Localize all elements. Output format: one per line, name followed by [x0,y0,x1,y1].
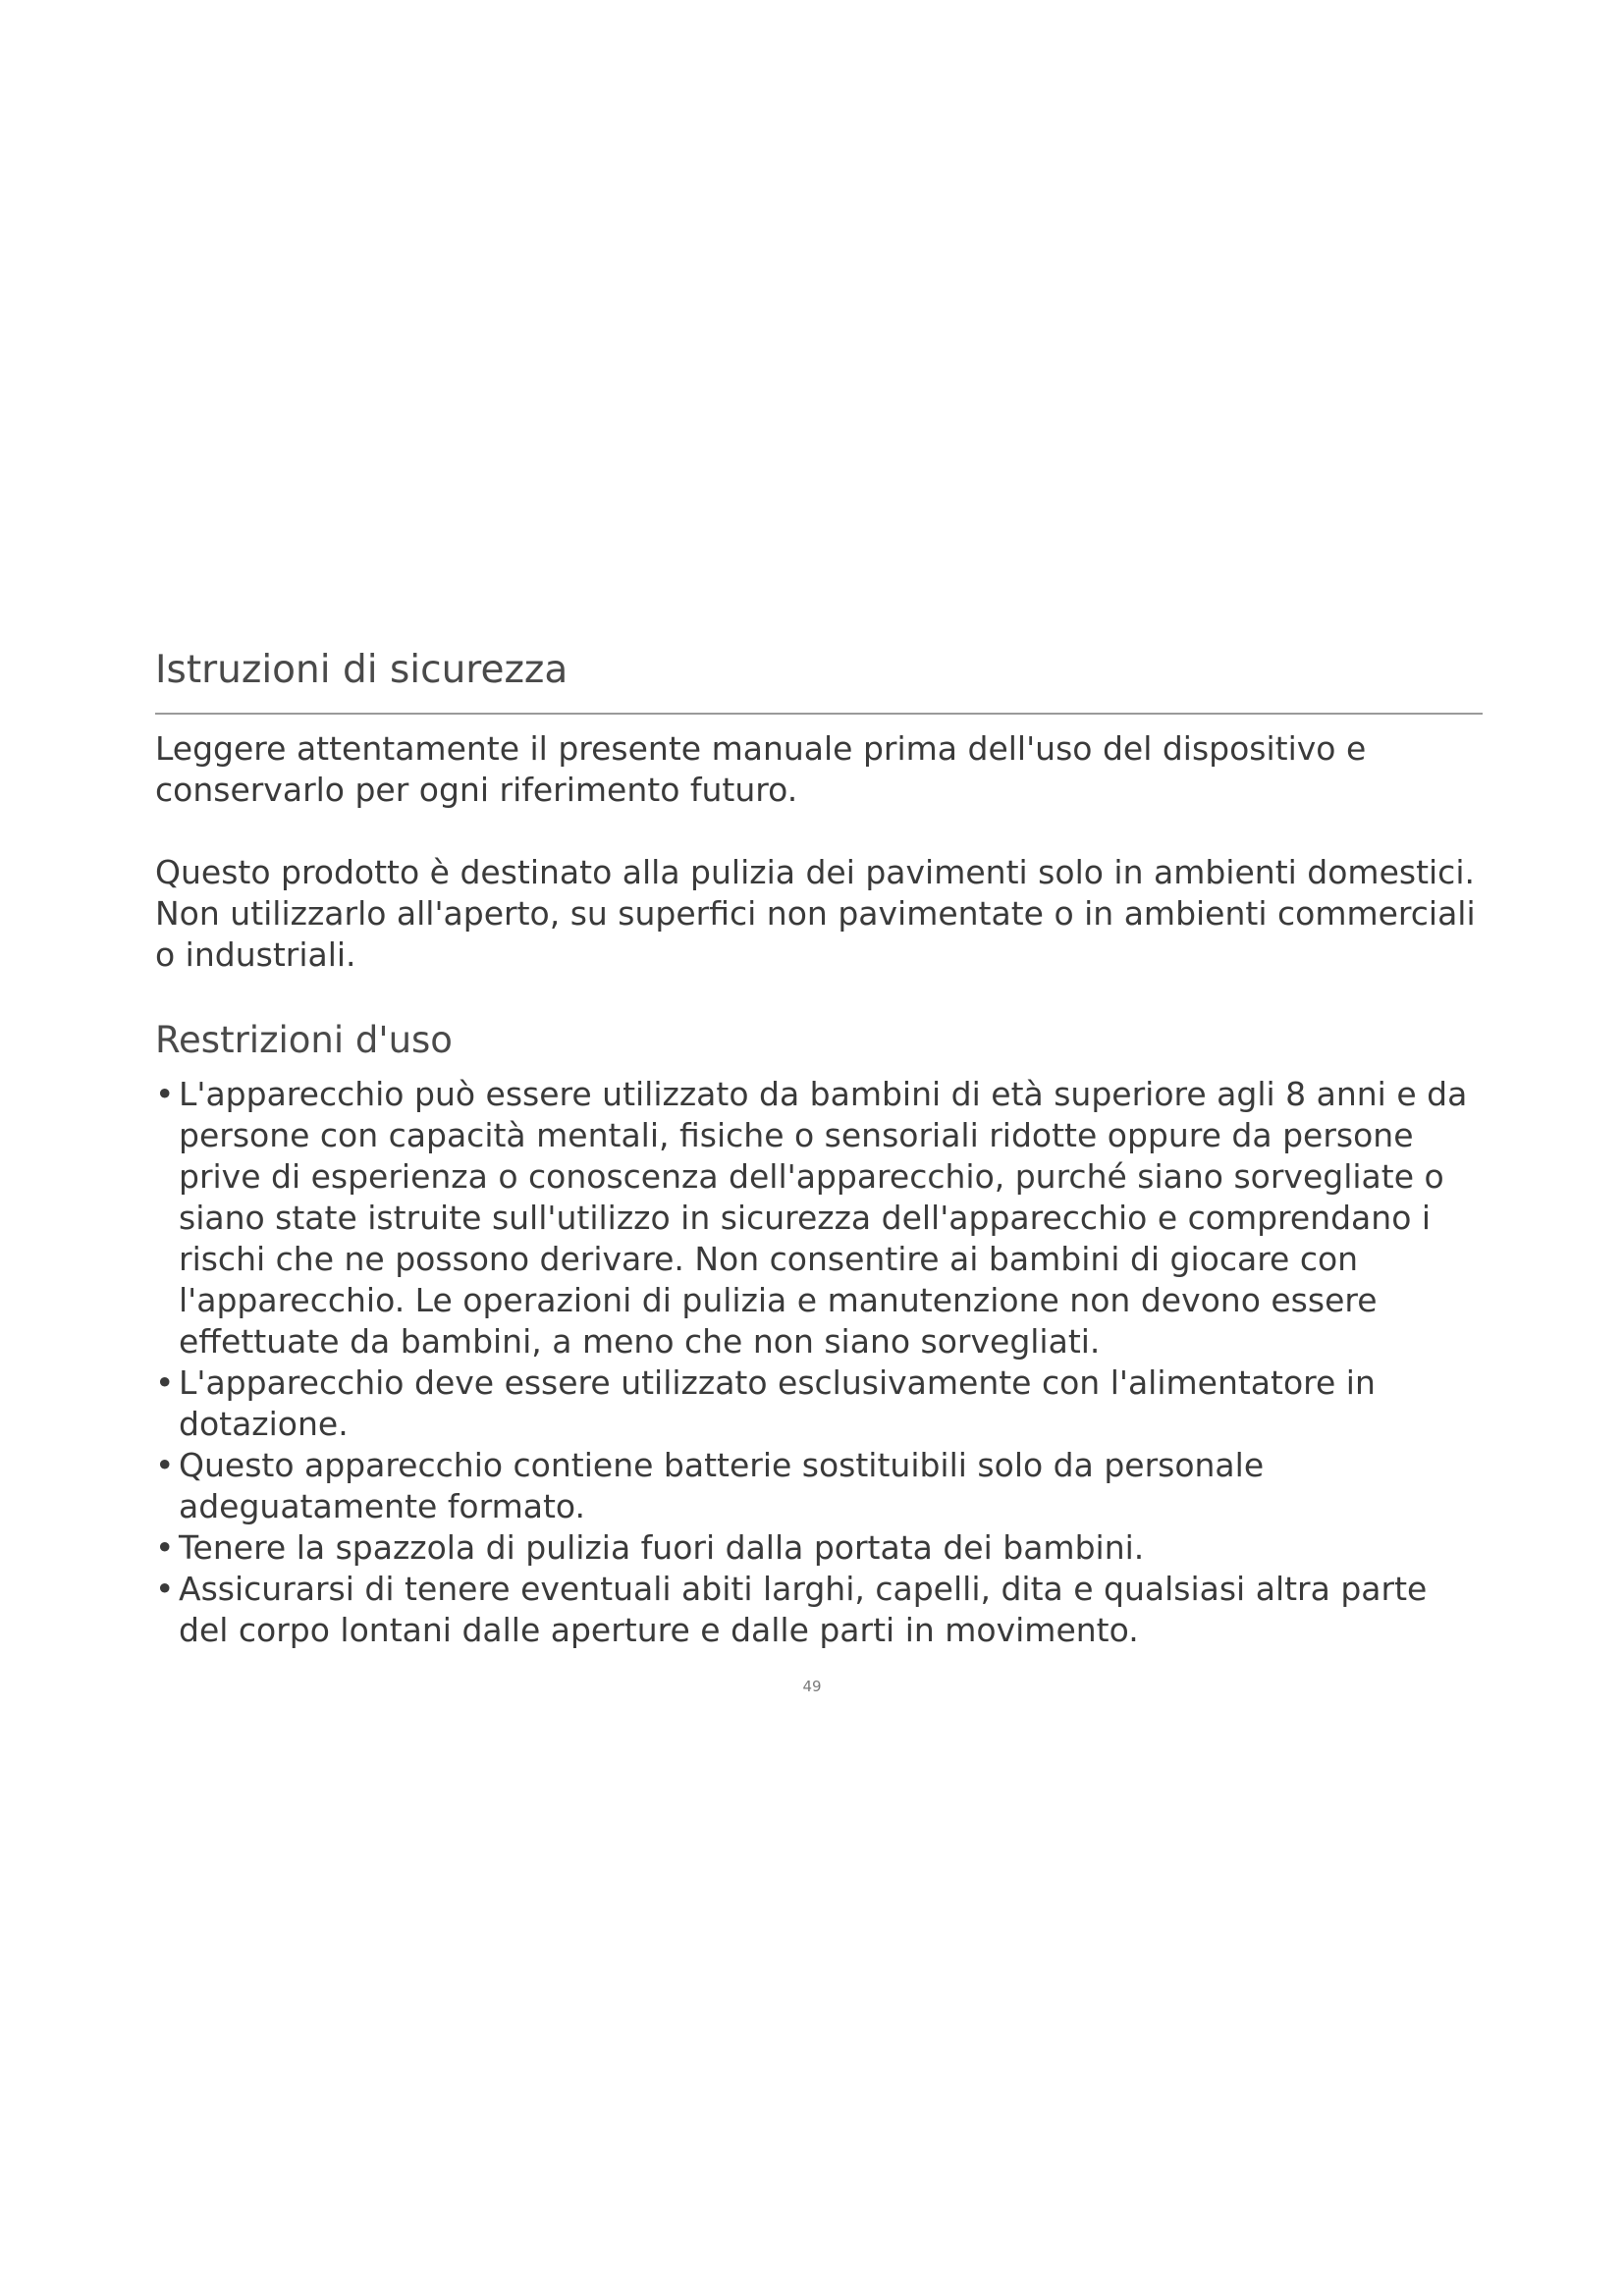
list-item [155,1569,1483,1651]
list-item [155,1445,1483,1527]
bullet-icon: • [155,1363,175,1402]
list-item [155,1362,1483,1445]
bullet-icon: • [155,1570,175,1608]
list-item-text: Tenere la spazzola di pulizia fuori dalla portata dei bambini. [179,1528,1145,1567]
bullet-icon: • [155,1528,175,1567]
bullet-icon: • [155,1446,175,1484]
restrictions-title: Restrizioni d'uso [155,1019,453,1061]
list-item [155,1527,1483,1569]
usage-paragraph: Questo prodotto è destinato alla pulizia dei pavimenti solo in ambienti domestici. Non utilizzarlo all'aperto, su superfici non pavimentate o in ambienti commerciali o industriali. [155,853,1476,974]
section-title: Istruzioni di sicurezza [155,648,568,692]
list-item [155,1074,1483,1362]
restrictions-list [155,1074,1483,1651]
list-item-text: L'apparecchio può essere utilizzato da bambini di età superiore agli 8 anni e da persone con capacità mentali, fisiche o sensoriali ridotte oppure da persone prive di esperienza o conoscenza dell'apparecchio, purché siano sorvegliate o siano state istruite sull'utilizzo in sicurezza dell'apparecchio e comprendano i rischi che ne possono derivare. Non consentire ai bambini di giocare con l'apparecchio. Le operazioni di pulizia e manutenzione non devono essere effettuate da bambini, a meno che non siano sorvegliati. [179,1075,1468,1361]
bullet-icon: • [155,1075,175,1113]
page-number: 49 [802,1678,822,1695]
list-item-text: Assicurarsi di tenere eventuali abiti larghi, capelli, dita e qualsiasi altra parte del corpo lontani dalle aperture e dalle parti in movimento. [179,1570,1428,1649]
list-item-text: L'apparecchio deve essere utilizzato esclusivamente con l'alimentatore in dotazione. [179,1363,1376,1443]
list-item-text: Questo apparecchio contiene batterie sostituibili solo da personale adeguatamente formato. [179,1446,1265,1525]
intro-paragraph: Leggere attentamente il presente manuale prima dell'uso del dispositivo e conservarlo per ogni riferimento futuro. [155,729,1367,809]
title-divider [155,713,1483,715]
